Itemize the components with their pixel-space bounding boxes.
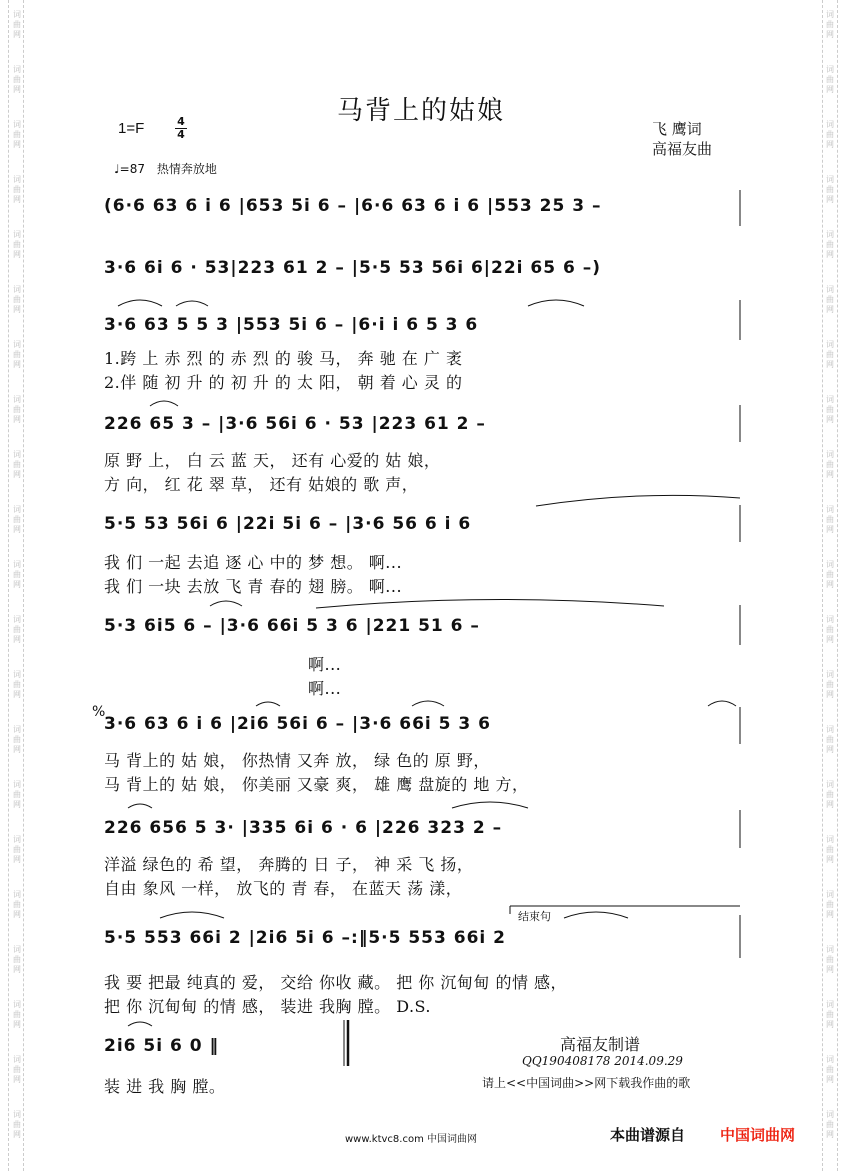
lyricist-credit: 飞 鹰词 bbox=[652, 120, 702, 138]
key-signature: 1=F bbox=[118, 120, 145, 137]
watermark-text: 词曲网 bbox=[826, 505, 834, 534]
ending-label: 结束句 bbox=[518, 910, 551, 923]
watermark-text: 词曲网 bbox=[826, 65, 834, 94]
slur bbox=[708, 701, 736, 706]
watermark-text: 词曲网 bbox=[826, 615, 834, 644]
watermark-text: 词曲网 bbox=[13, 1000, 21, 1029]
music-line-5: 5·5 53 56i 6 |22i 5i 6 – |3·6 56 6 i 6 bbox=[104, 514, 472, 534]
slur bbox=[210, 601, 242, 606]
slur bbox=[128, 804, 152, 808]
lyric-line: 洋溢 绿色的 希 望， 奔腾的 日 子， 神 采 飞 扬， bbox=[104, 855, 474, 874]
lyric-line: 方 向， 红 花 翠 草， 还有 姑娘的 歌 声， bbox=[104, 475, 419, 494]
slur bbox=[564, 912, 628, 918]
music-line-1: (6·6 63 6 i 6 |653 5i 6 – |6·6 63 6 i 6 |553 25 3 – bbox=[104, 196, 602, 216]
music-line-10: 2i6 5i 6 0 ‖ bbox=[104, 1036, 219, 1056]
watermark-text: 词曲网 bbox=[13, 1110, 21, 1139]
watermark-text: 词曲网 bbox=[826, 945, 834, 974]
slur bbox=[412, 701, 444, 706]
lyric-line: 原 野 上， 白 云 蓝 天， 还有 心爱的 姑 娘， bbox=[104, 451, 441, 470]
lyric-line: 我 要 把最 纯真的 爱， 交给 你收 藏。 把 你 沉甸甸 的情 感， bbox=[104, 973, 568, 992]
source-site[interactable]: 中国词曲网 bbox=[720, 1126, 796, 1144]
lyric-line: 2.伴 随 初 升 的 初 升 的 太 阳， 朝 着 心 灵 的 bbox=[104, 373, 463, 392]
watermark-text: 词曲网 bbox=[826, 340, 834, 369]
watermark-text: 词曲网 bbox=[13, 890, 21, 919]
watermark-text: 词曲网 bbox=[826, 835, 834, 864]
watermark-text: 词曲网 bbox=[826, 1000, 834, 1029]
watermark-text: 词曲网 bbox=[13, 120, 21, 149]
watermark-text: 词曲网 bbox=[13, 670, 21, 699]
lyric-line: 啊... bbox=[308, 679, 342, 698]
source-label: 本曲谱源自 bbox=[610, 1126, 686, 1144]
lyric-line: 马 背上的 姑 娘， 你美丽 又豪 爽， 雄 鹰 盘旋的 地 方， bbox=[104, 775, 529, 794]
slur bbox=[316, 599, 664, 608]
watermark-text: 词曲网 bbox=[13, 175, 21, 204]
music-line-9: 5·5 553 66i 2 |2i6 5i 6 –:‖5·5 553 66i 2 bbox=[104, 928, 506, 948]
watermark-text: 词曲网 bbox=[13, 725, 21, 754]
watermark-text: 词曲网 bbox=[13, 395, 21, 424]
watermark-text: 词曲网 bbox=[826, 725, 834, 754]
watermark-text: 词曲网 bbox=[13, 10, 21, 39]
music-line-6: 5·3 6i5 6 – |3·6 66i 5 3 6 |221 51 6 – bbox=[104, 616, 480, 636]
watermark-text: 词曲网 bbox=[13, 230, 21, 259]
slur bbox=[118, 300, 162, 306]
lyric-line: 自由 象风 一样， 放飞的 青 春， 在蓝天 荡 漾， bbox=[104, 879, 463, 898]
lyric-line: 1.跨 上 赤 烈 的 赤 烈 的 骏 马， 奔 驰 在 广 袤 bbox=[104, 349, 463, 368]
watermark-text: 词曲网 bbox=[826, 450, 834, 479]
watermark-text: 词曲网 bbox=[826, 120, 834, 149]
watermark-text: 词曲网 bbox=[13, 505, 21, 534]
music-line-8: 226 656 5 3· |335 6i 6 · 6 |226 323 2 – bbox=[104, 818, 503, 838]
segno-sign: % bbox=[92, 704, 106, 720]
ending-bracket bbox=[510, 906, 740, 914]
slur bbox=[528, 300, 584, 306]
music-line-7: 3·6 63 6 i 6 |2i6 56i 6 – |3·6 66i 5 3 6 bbox=[104, 714, 491, 734]
slur bbox=[452, 802, 528, 808]
time-signature-top: 4 bbox=[177, 115, 185, 128]
watermark-text: 词曲网 bbox=[826, 230, 834, 259]
arranger-credit: 高福友制谱 bbox=[560, 1035, 641, 1054]
watermark-text: 词曲网 bbox=[826, 395, 834, 424]
watermark-text: 词曲网 bbox=[826, 175, 834, 204]
watermark-text: 词曲网 bbox=[826, 1055, 834, 1084]
music-line-4: 226 65 3 – |3·6 56i 6 · 53 |223 61 2 – bbox=[104, 414, 486, 434]
slur bbox=[150, 401, 178, 406]
watermark-text: 词曲网 bbox=[13, 615, 21, 644]
download-note: 请上<<中国词曲>>网下载我作曲的歌 bbox=[482, 1076, 691, 1090]
slur bbox=[160, 912, 224, 918]
music-line-3: 3·6 63 5 5 3 |553 5i 6 – |6·i i 6 5 3 6 bbox=[104, 315, 479, 335]
lyric-line: 我 们 一块 去放 飞 青 春的 翅 膀。 啊... bbox=[104, 577, 403, 596]
lyric-line: 装 进 我 胸 膛。 bbox=[104, 1077, 226, 1096]
slur bbox=[176, 301, 208, 306]
watermark-text: 词曲网 bbox=[13, 285, 21, 314]
watermark-text: 词曲网 bbox=[826, 670, 834, 699]
composer-credit: 高福友曲 bbox=[652, 140, 713, 158]
lyric-line: 马 背上的 姑 娘， 你热情 又奔 放， 绿 色的 原 野， bbox=[104, 751, 490, 770]
watermark-text: 词曲网 bbox=[13, 945, 21, 974]
slur bbox=[128, 1022, 152, 1026]
watermark-text: 词曲网 bbox=[13, 1055, 21, 1084]
slur bbox=[256, 702, 280, 706]
watermark-text: 词曲网 bbox=[13, 65, 21, 94]
lyric-line: 啊... bbox=[308, 655, 342, 674]
watermark-text: 词曲网 bbox=[826, 560, 834, 589]
watermark-text: 词曲网 bbox=[13, 340, 21, 369]
lyric-line: 把 你 沉甸甸 的情 感， 装进 我胸 膛。 D.S. bbox=[104, 997, 432, 1016]
watermark-text: 词曲网 bbox=[13, 450, 21, 479]
time-signature-bottom: 4 bbox=[175, 128, 187, 141]
tempo-marking: ♩=87 bbox=[114, 162, 145, 176]
site-url[interactable]: www.ktvc8.com 中国词曲网 bbox=[345, 1134, 478, 1145]
lyric-line: 我 们 一起 去追 逐 心 中的 梦 想。 啊... bbox=[104, 553, 403, 572]
slur bbox=[536, 495, 740, 506]
contact-date: QQ190408178 2014.09.29 bbox=[522, 1054, 683, 1068]
watermark-text: 词曲网 bbox=[826, 890, 834, 919]
watermark-text: 词曲网 bbox=[13, 560, 21, 589]
watermark-text: 词曲网 bbox=[826, 285, 834, 314]
page-title: 马背上的姑娘 bbox=[336, 96, 505, 126]
watermark-text: 词曲网 bbox=[826, 1110, 834, 1139]
watermark-text: 词曲网 bbox=[13, 835, 21, 864]
watermark-text: 词曲网 bbox=[13, 780, 21, 809]
watermark-text: 词曲网 bbox=[826, 780, 834, 809]
expression-marking: 热情奔放地 bbox=[156, 162, 217, 176]
music-line-2: 3·6 6i 6 · 53|223 61 2 – |5·5 53 56i 6|22i 65 6 –) bbox=[104, 258, 601, 278]
watermark-text: 词曲网 bbox=[826, 10, 834, 39]
